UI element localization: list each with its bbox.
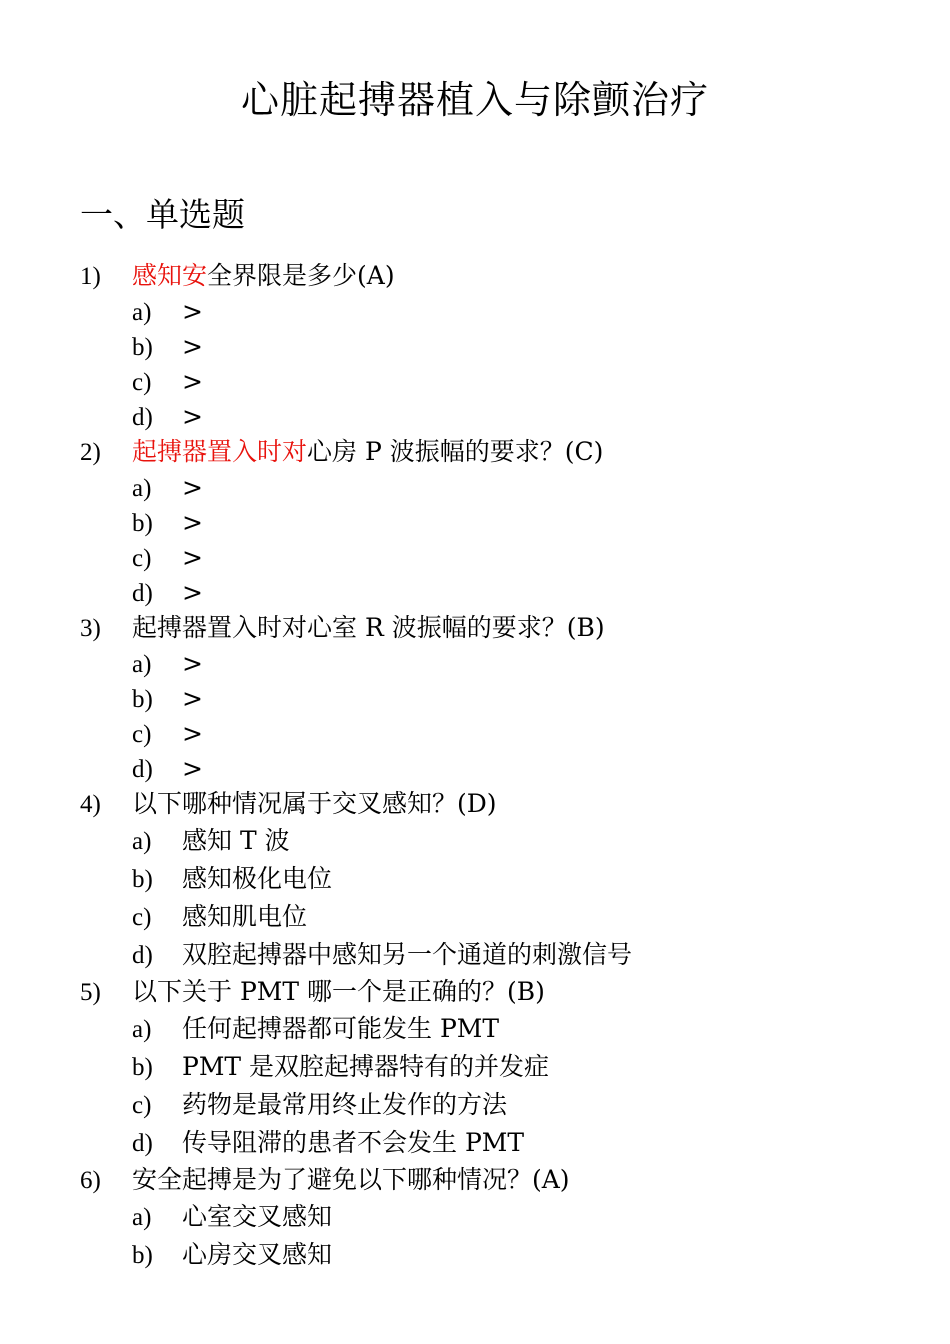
option-row — [80, 505, 920, 540]
option-letter: b) — [132, 334, 153, 361]
option-text: 心室交叉感知 — [182, 1202, 333, 1231]
option-letter: d) — [132, 404, 153, 431]
option-text: > — [182, 473, 203, 502]
option-letter: b) — [132, 510, 153, 537]
option-row — [80, 329, 920, 364]
option-text: 感知肌电位 — [182, 902, 308, 931]
question-item — [80, 974, 920, 1162]
question-number: 2) — [80, 439, 101, 466]
question-number: 1) — [80, 263, 101, 290]
option-text: > — [182, 578, 203, 607]
question-body-text: 全界限是多少(A) — [207, 261, 395, 290]
question-row — [80, 974, 920, 1010]
question-body-text: 起搏器置入时对心室 R 波振幅的要求？(B) — [132, 613, 605, 642]
option-letter: d) — [132, 942, 153, 969]
question-body-text: 以下关于 PMT 哪一个是正确的？(B) — [132, 977, 545, 1006]
option-letter: c) — [132, 545, 152, 572]
option-text: > — [182, 684, 203, 713]
question-body-text: 安全起搏是为了避免以下哪种情况？(A) — [132, 1165, 570, 1194]
question-number: 4) — [80, 791, 101, 818]
option-text: > — [182, 402, 203, 431]
option-text: 药物是最常用终止发作的方法 — [182, 1090, 508, 1119]
question-text — [132, 258, 395, 294]
section-heading: 一、单选题 — [80, 195, 245, 234]
option-row — [80, 751, 920, 786]
question-row — [80, 610, 920, 646]
option-letter: a) — [132, 828, 152, 855]
option-text: 双腔起搏器中感知另一个通道的刺激信号 — [182, 940, 633, 969]
option-row — [80, 898, 920, 936]
option-row — [80, 822, 920, 860]
option-text: 心房交叉感知 — [182, 1240, 333, 1269]
option-row — [80, 1124, 920, 1162]
option-row — [80, 470, 920, 505]
option-letter: d) — [132, 756, 153, 783]
option-letter: b) — [132, 1054, 153, 1081]
option-row — [80, 681, 920, 716]
option-text: 感知极化电位 — [182, 864, 333, 893]
question-highlight-text: 起搏器置入时对 — [132, 437, 308, 466]
question-number: 6) — [80, 1167, 101, 1194]
option-row — [80, 364, 920, 399]
option-text: 传导阻滞的患者不会发生 PMT — [182, 1128, 525, 1157]
question-number: 3) — [80, 615, 101, 642]
question-item — [80, 610, 920, 786]
option-row — [80, 1198, 920, 1236]
option-letter: a) — [132, 1016, 152, 1043]
option-text: 感知 T 波 — [182, 826, 290, 855]
question-text — [132, 610, 605, 646]
option-letter: a) — [132, 1204, 152, 1231]
question-row — [80, 258, 920, 294]
question-text — [132, 1162, 570, 1198]
option-letter: c) — [132, 1092, 152, 1119]
option-row — [80, 399, 920, 434]
question-number: 5) — [80, 979, 101, 1006]
option-letter: c) — [132, 721, 152, 748]
option-text: > — [182, 508, 203, 537]
question-body-text: 以下哪种情况属于交叉感知？(D) — [132, 789, 497, 818]
option-letter: d) — [132, 1130, 153, 1157]
option-text: PMT 是双腔起搏器特有的并发症 — [182, 1052, 550, 1081]
option-text: > — [182, 332, 203, 361]
option-letter: b) — [132, 1242, 153, 1269]
option-row — [80, 1236, 920, 1274]
option-row — [80, 1010, 920, 1048]
option-row — [80, 1048, 920, 1086]
question-row — [80, 434, 920, 470]
question-text — [132, 974, 545, 1010]
question-row — [80, 786, 920, 822]
option-text: > — [182, 754, 203, 783]
option-text: 任何起搏器都可能发生 PMT — [182, 1014, 500, 1043]
option-letter: a) — [132, 475, 152, 502]
option-row — [80, 1086, 920, 1124]
question-item — [80, 258, 920, 434]
question-body-text: 心房 P 波振幅的要求？(C) — [307, 437, 604, 466]
option-row — [80, 646, 920, 681]
question-text — [132, 786, 497, 822]
page-title: 心脏起搏器植入与除颤治疗 — [240, 78, 709, 122]
option-row — [80, 540, 920, 575]
option-text: > — [182, 543, 203, 572]
option-letter: a) — [132, 651, 152, 678]
question-highlight-text: 感知安 — [132, 261, 208, 290]
option-letter: c) — [132, 369, 152, 396]
option-row — [80, 936, 920, 974]
option-letter: a) — [132, 299, 152, 326]
question-text — [132, 434, 603, 470]
question-row — [80, 1162, 920, 1198]
option-letter: d) — [132, 580, 153, 607]
option-letter: b) — [132, 866, 153, 893]
option-text: > — [182, 649, 203, 678]
option-text: > — [182, 367, 203, 396]
question-item — [80, 434, 920, 610]
option-text: > — [182, 719, 203, 748]
option-letter: c) — [132, 904, 152, 931]
option-letter: b) — [132, 686, 153, 713]
option-row — [80, 716, 920, 751]
option-row — [80, 575, 920, 610]
option-row — [80, 294, 920, 329]
option-text: > — [182, 297, 203, 326]
option-row — [80, 860, 920, 898]
question-list — [80, 258, 920, 1274]
question-item — [80, 1162, 920, 1274]
question-item — [80, 786, 920, 974]
